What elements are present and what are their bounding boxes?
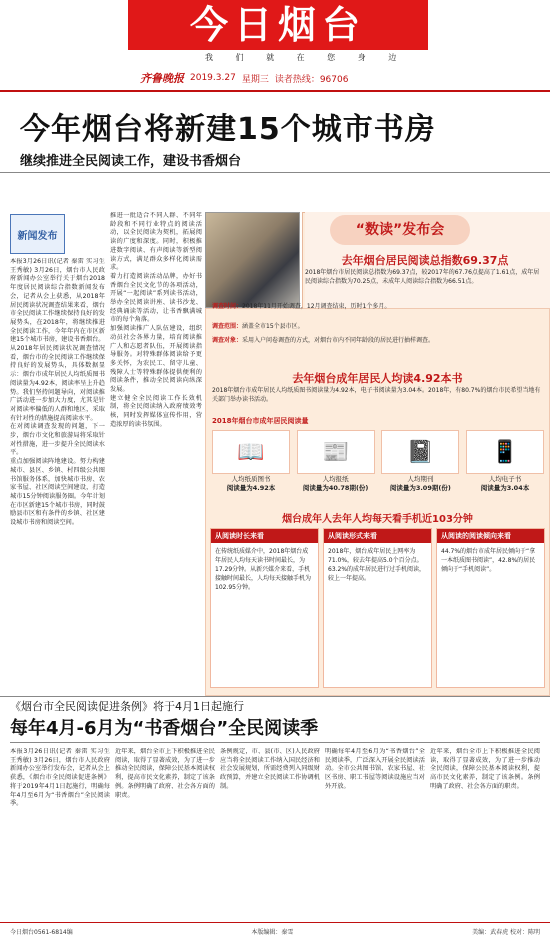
sec2-title: 去年烟台成年居民人均读4.92本书 (292, 372, 463, 385)
card-newspaper (297, 430, 375, 492)
infographic-title: “数读”发布会 (330, 215, 470, 245)
card-magazine-value: 阅读量为3.09期(份) (389, 484, 451, 492)
sec3-title: 烟台成年人去年人均每天看手机近103分钟 (282, 514, 473, 525)
section-divider (0, 696, 550, 697)
law-col5: 近年来，烟台全市上下积极推进全民阅读，取得了显著成效，为了进一步推动全民阅读，保障公民基本阅读权利，提高市民文化素养，制定了该条例。条例明确了政府、社会各方面的职责。 (430, 748, 540, 790)
stat-box-form-header: 从阅读形式来看 (324, 529, 431, 543)
lead-headline[interactable]: 今年烟台将新建15个城市书房 (20, 112, 436, 147)
newspaper-icon: 📰 (297, 430, 375, 474)
survey-time-value: 2018年11月开始调查，12月调查结束，历时1个多月。 (242, 303, 391, 310)
masthead-title: 今日烟台 (128, 0, 428, 50)
footer-right: 美编：武春虎 校对：陈明 (472, 929, 540, 936)
sec2-body: 2018年烟台市成年居民人均纸质图书阅读量为4.92本，电子书阅读量为3.04本。2018年，有80.7%的烟台市民希望当地有关部门举办读书活动。 (212, 387, 541, 403)
survey-object-value: 采用入户问卷调查的方式，对烟台市内不同年龄段的居民进行抽样调查。 (242, 337, 435, 344)
law-title[interactable]: 每年4月-6月为“书香烟台”全民阅读季 (10, 718, 319, 739)
issue-date: 2019.3.27 (190, 73, 236, 83)
stat-box-preference-header: 从阅读的阅读倾向来看 (437, 529, 544, 543)
survey-area-label: 调查范围： (212, 323, 243, 330)
survey-area-value: 涵盖全市15个县市区。 (242, 323, 304, 330)
stat-box-duration (210, 528, 319, 688)
lead-subhead: 继续推进全民阅读工作，建设书香烟台 (20, 154, 242, 169)
subhead-divider (0, 172, 550, 173)
law-col3: 条例规定，市、县(市、区)人民政府应当将全民阅读工作纳入国民经济和社会发展规划，所需经费列入同级财政预算，并建立全民阅读工作协调机制。 (220, 748, 320, 790)
stat-box-preference-text: 44.7%的烟台市成年居民倾向于“拿一本纸质图书阅读”，42.8%的居民倾向于“手机阅读”。 (441, 548, 536, 573)
stat-box-form-text: 2018年，烟台成年居民上网率为71.0%，较去年提高5.0个百分点。63.2%的成年居民进行过手机阅读，较上一年提高。 (328, 548, 426, 582)
lead-article-col1: 本报3月26日讯(记者 秦雷 实习生 王秀敏) 3月26日，烟台市人民政府新闻办公室举行关于烟台2018年度居民阅读综合指数新闻发布会，记者从会上获悉，从2018年居民阅读状况调查结果来看，烟台市全民阅读工作继续保持良好的发展势头，在2018年，将继续推进全民阅读工作，今年年内在市区新建15个城市书房，建设书香烟台。 从2018年居民阅读状况调查情况看，烟台市的全民阅读工作继续保持良好的发展势头，具体数据显示：烟台市成年居民人均纸质图书阅读量为4.92本，阅读率呈上升趋势。我们坚持问题导向，对阅读推广活动进一步加大力度，尤其是针对阅读率偏低的人群和地区，采取有针对性的措施提高阅读水平。 在对阅读调查发现的问题，下一步，烟台市文化和旅游局将采取针对性措施，进一步提升全民阅读水平。 重点加强阅读阵地建设。努力构建城市、县区、乡镇、村四级公共图书馆服务体系，加快城市书房、农家书屋、社区阅读空间建设，打造城市15分钟阅读服务圈。今年计划在市区新建15个城市书房，同时鼓励县市区和有条件的乡镇、社区建设城市书房和阅读空间。 (10, 258, 105, 527)
card-ebook-label: 人均电子书 (488, 475, 522, 483)
law-col1: 本报3月26日讯(记者 秦雷 实习生 王秀敏) 3月26日，烟台市人民政府新闻办公室举行发布会，记者从会上获悉，《烟台市全民阅读促进条例》将于2019年4月1日起施行，明确每年4月至6月为“书香烟台”全民阅读季。 (10, 748, 110, 808)
card-book-label: 人均纸质图书 (231, 475, 271, 483)
stat-box-form (323, 528, 432, 688)
stat-box-preference (436, 528, 545, 688)
survey-time-label: 调查时间： (212, 303, 243, 310)
footer-editor: 本版编辑：秦雪 (251, 929, 294, 936)
reading-stat-boxes (210, 528, 545, 688)
footer-left: 今日烟台0561-6814编 (10, 929, 73, 936)
books-photo (205, 212, 300, 308)
ebook-icon: 📱 (466, 430, 544, 474)
news-release-label: 新闻发布 (17, 231, 58, 242)
survey-object (212, 336, 544, 345)
survey-area (212, 322, 544, 331)
page-footer (0, 922, 550, 944)
card-book (212, 430, 290, 492)
card-ebook-value: 阅读量为3.04本 (480, 484, 530, 492)
card-newspaper-label: 人均报纸 (322, 475, 349, 483)
masthead-slogan: 我 们 就 在 您 身 边 (205, 53, 407, 62)
sec1-title: 去年烟台居民阅读总指数69.37点 (341, 254, 509, 267)
survey-time (212, 302, 544, 311)
card-magazine-label: 人均期刊 (407, 475, 434, 483)
card-ebook (466, 430, 544, 492)
card-magazine (381, 430, 459, 492)
survey-object-label: 调查对象： (212, 337, 243, 344)
law-pretitle: 《烟台市全民阅读促进条例》将于4月1日起施行 (10, 700, 244, 713)
law-col4: 明确每年4月至6月为“书香烟台”全民阅读季，广泛深入开展全民阅读活动。全市公共图书馆、农家书屋、社区书房、职工书屋等阅读设施应当对外开放。 (325, 748, 425, 790)
news-release-logo (10, 214, 65, 254)
brand-logo: 齐鲁晚报 (140, 72, 184, 85)
stat-box-duration-header: 从阅读时长来看 (211, 529, 318, 543)
masthead-divider (0, 90, 550, 92)
card-book-value: 阅读量为4.92本 (226, 484, 276, 492)
magazine-icon: 📓 (381, 430, 459, 474)
sec1-body: 2018年烟台市居民阅读总指数为69.37点，较2017年的67.76点提高了1.61点，成年居民阅读综合指数为70.25点，未成年人阅读综合指数为66.51点。 (305, 269, 540, 285)
masthead-info-line (140, 70, 440, 86)
card-newspaper-value: 阅读量为40.78期(份) (302, 484, 369, 492)
law-col2: 近年来，烟台全市上下积极推进全民阅读，取得了显著成效，为了进一步推动全民阅读，保障公民基本阅读权利，提高市民文化素养，制定了该条例。条例明确了政府、社会各方面的职责。 (115, 748, 215, 799)
book-icon: 📖 (212, 430, 290, 474)
law-divider (10, 742, 540, 743)
issue-weekday: 星期三 (241, 74, 269, 85)
reading-chart-title: 2018年烟台市成年居民阅读量 (212, 417, 309, 425)
reader-hotline: 读者热线：96706 (274, 74, 349, 85)
lead-article-col2: 推进一批适合不同人群、不同年龄段和不同行业特点的阅读活动，以全民阅读为契机，拓展阅读的广度和深度。同时，积极推进数字阅读、有声阅读等新型阅读方式，满足群众多样化阅读需求。 着力打造阅读活动品牌，办好书香烟台全民文化节的各项活动，开展“一起阅读”系列读书活动，举办全民阅读讲座、读书沙龙、经典诵读等活动，让书香飘满城市的每个角落。 加强阅读推广人队伍建设，组织动员社会各界力量，培育阅读推广人和志愿者队伍，开展阅读指导服务。对特殊群体阅读给予更多关怀，为农民工、留守儿童、残障人士等特殊群体提供便利的阅读条件，推动全民阅读向纵深发展。 建立健全全民阅读工作长效机制，将全民阅读纳入政府绩效考核，同时发挥媒体宣传作用，营造浓厚的读书氛围。 (110, 212, 202, 428)
reading-cards (212, 430, 544, 492)
stat-box-duration-text: 在传统纸质媒介中，2018年烟台成年居民人均每天读书时间最长，为17.29分钟。从新兴媒介来看，手机接触时间最长，人均每天接触手机为102.95分钟。 (215, 548, 312, 591)
